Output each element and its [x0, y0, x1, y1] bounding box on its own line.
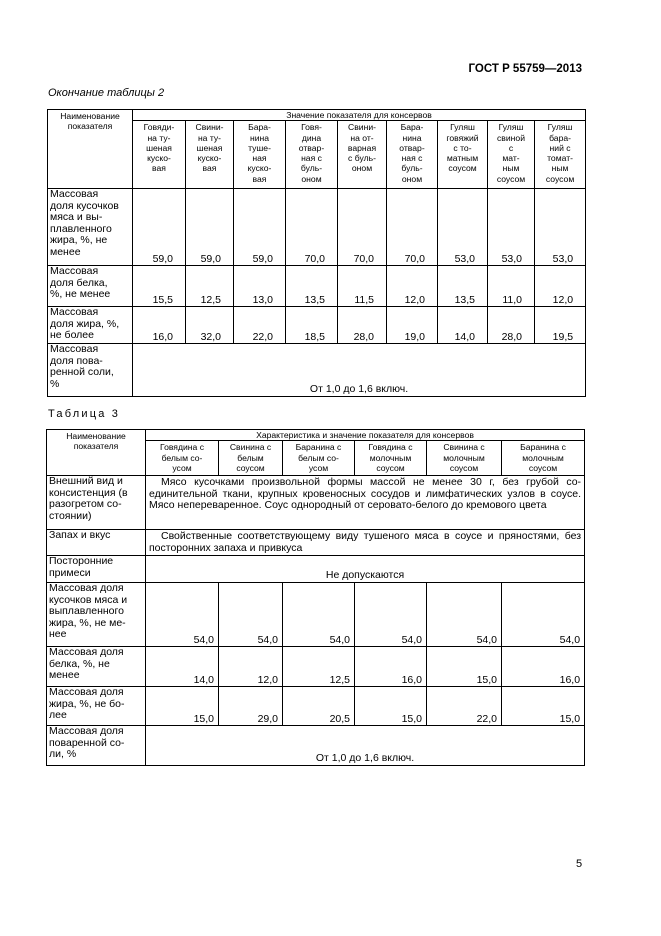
text-line: Массовая доля — [49, 582, 124, 595]
text-line: шеная — [196, 142, 223, 153]
t3-row-text: Не допускаются — [146, 556, 585, 583]
text-line: поваренной со- — [49, 736, 125, 749]
t2-cell-value: 70,0 — [286, 189, 338, 266]
t2-cell-value: 13,5 — [438, 266, 488, 307]
t2-cell-value: 28,0 — [488, 307, 535, 344]
table-row — [48, 189, 586, 266]
text-line: соусом — [528, 462, 558, 473]
text-line: лее — [49, 709, 67, 722]
t2-cell-value: 14,0 — [438, 307, 488, 344]
table-3 — [46, 429, 585, 766]
t3-column-header — [427, 441, 502, 476]
t3-column-header — [219, 441, 283, 476]
text-line: белым — [237, 452, 264, 463]
text-line: Массовая доля — [49, 646, 124, 659]
t2-cell-value: 22,0 — [234, 307, 286, 344]
text-line: туше- — [248, 142, 271, 153]
text-line: доля пова- — [50, 354, 103, 367]
t2-cell-value: 12,0 — [535, 266, 586, 307]
t2-cell-value: 19,0 — [387, 307, 438, 344]
text-line: матным — [446, 153, 479, 164]
t2-column-header — [387, 121, 438, 189]
text-line: соусом — [448, 163, 477, 174]
table-row — [47, 476, 585, 530]
text-line: молочным — [369, 452, 412, 463]
t3-cell-value: 54,0 — [355, 583, 427, 647]
t2-cell-value: 12,5 — [186, 266, 234, 307]
t2-cell-value: 13,0 — [234, 266, 286, 307]
t3-row-label — [47, 687, 146, 726]
text-line: вая — [252, 173, 267, 184]
t3-cell-value: 16,0 — [502, 647, 585, 687]
text-line: вая — [202, 163, 217, 174]
text-line: Свинина с — [443, 442, 485, 453]
text-line: мяса и вы- — [50, 211, 103, 224]
t3-salt-value: От 1,0 до 1,6 включ. — [146, 726, 585, 766]
text-line: доля белка, — [50, 276, 108, 289]
t3-row-label — [47, 530, 146, 556]
t3-salt-label — [47, 726, 146, 766]
t2-cell-value: 53,0 — [488, 189, 535, 266]
text-line: буль- — [401, 163, 423, 174]
text-line: белым со- — [298, 452, 339, 463]
text-line: нина — [402, 132, 422, 143]
text-line: Гуляш — [498, 122, 524, 133]
t2-cell-value: 11,5 — [338, 266, 387, 307]
t2-cell-value: 16,0 — [133, 307, 186, 344]
t2-column-header — [438, 121, 488, 189]
t3-cell-value: 20,5 — [283, 687, 355, 726]
text-line: консистенция (в — [49, 486, 128, 499]
t3-row-text: Свойственные соответствующему виду тушеного мяса в соусе и пряностями, без посторонних запаха и привкуса — [146, 530, 585, 556]
text-line: куско- — [247, 163, 272, 174]
text-line: Гуляш — [450, 122, 475, 133]
text-line: Внешний вид и — [49, 475, 123, 488]
text-line: на ту- — [147, 132, 171, 143]
text-line: Массовая доля — [49, 725, 124, 738]
text-line: кусочков мяса и — [49, 593, 128, 606]
t3-row-text: Мясо кусочками произвольной формы массой не менее 30 г, без грубой соединительной ткани, крупных кровеносных сосудов и лимфатических узлов в соусе. Мясо непереваренное. Соус однородный от серовато-белого до кремового цвета — [146, 476, 585, 530]
t3-cell-value: 15,0 — [427, 647, 502, 687]
t3-name-header: Наименование показателя — [47, 430, 146, 476]
text-line: Массовая — [50, 265, 99, 278]
text-line: ная — [252, 153, 267, 164]
table-row — [48, 307, 586, 344]
text-line: Свинина с — [229, 442, 272, 453]
t2-cell-value: 15,5 — [133, 266, 186, 307]
t2-cell-value: 13,5 — [286, 266, 338, 307]
t3-column-header — [502, 441, 585, 476]
t2-cell-value: 11,0 — [488, 266, 535, 307]
t2-column-header — [186, 121, 234, 189]
t3-row-label — [47, 583, 146, 647]
text-line: Запах и вкус — [49, 529, 111, 542]
text-line: усом — [308, 462, 329, 473]
text-line: Свини- — [195, 122, 224, 133]
text-line: на ту- — [197, 132, 222, 143]
text-line: на от- — [350, 132, 374, 143]
text-line: стоянии) — [49, 509, 92, 522]
t2-cell-value: 18,5 — [286, 307, 338, 344]
t2-cell-value: 32,0 — [186, 307, 234, 344]
t2-column-header — [338, 121, 387, 189]
text-line: ли, % — [49, 748, 77, 761]
text-line: молочным — [443, 452, 485, 463]
text-line: Массовая — [50, 306, 99, 319]
t2-cell-value: 53,0 — [535, 189, 586, 266]
text-line: ная с — [301, 153, 322, 164]
t3-cell-value: 12,0 — [219, 647, 283, 687]
t3-column-header — [355, 441, 427, 476]
t2-cell-value: 70,0 — [338, 189, 387, 266]
text-line: менее — [49, 669, 80, 682]
text-line: соусом — [545, 173, 575, 184]
text-line: буль- — [300, 163, 323, 174]
text-line: Массовая доля — [49, 686, 124, 699]
text-line: Говя- — [301, 122, 322, 133]
text-line: жира, %, не — [50, 234, 108, 247]
table2-caption: Окончание таблицы 2 — [48, 87, 165, 99]
t3-column-header — [146, 441, 219, 476]
text-line: белка, %, не — [49, 657, 110, 670]
text-line: оном — [301, 173, 322, 184]
text-line: с буль- — [348, 153, 376, 164]
text-line: с то- — [453, 142, 472, 153]
text-line: % — [50, 377, 60, 390]
t2-column-header — [234, 121, 286, 189]
text-line: куско- — [197, 153, 222, 164]
text-line: жира, %, не ме- — [49, 616, 126, 629]
table-row — [47, 583, 585, 647]
text-line: не более — [50, 329, 94, 342]
t2-name-header: Наименование показателя — [48, 110, 133, 189]
t2-cell-value: 59,0 — [133, 189, 186, 266]
text-line: ным — [502, 163, 520, 174]
text-line: дина — [301, 132, 322, 143]
t3-cell-value: 54,0 — [502, 583, 585, 647]
t2-column-header — [535, 121, 586, 189]
text-line: Посторонние — [49, 555, 114, 568]
t3-cell-value: 15,0 — [355, 687, 427, 726]
text-line: с — [508, 142, 514, 153]
t2-cell-value: 12,0 — [387, 266, 438, 307]
text-line: доля жира, %, — [50, 317, 120, 330]
text-line: куско- — [147, 153, 171, 164]
t2-column-header — [286, 121, 338, 189]
text-line: разогретом со- — [49, 498, 122, 511]
document-code: ГОСТ Р 55759—2013 — [468, 63, 582, 75]
text-line: мат- — [502, 153, 520, 164]
t3-cell-value: 12,5 — [283, 647, 355, 687]
t2-salt-value: От 1,0 до 1,6 включ. — [133, 344, 586, 397]
t3-cell-value: 29,0 — [219, 687, 283, 726]
text-line: ний с — [549, 142, 571, 153]
text-line: Баранина с — [520, 442, 566, 453]
t3-row-label — [47, 647, 146, 687]
t3-cell-value: 15,0 — [146, 687, 219, 726]
t3-cell-value: 16,0 — [355, 647, 427, 687]
t3-cell-value: 22,0 — [427, 687, 502, 726]
text-line: Бара- — [400, 122, 424, 133]
table-row — [48, 266, 586, 307]
text-line: ным — [551, 163, 569, 174]
text-line: плавленного — [50, 222, 112, 235]
text-line: выплавленного — [49, 605, 124, 618]
t2-column-header — [488, 121, 535, 189]
text-line: бара- — [549, 132, 572, 143]
t3-row-label — [47, 556, 146, 583]
text-line: говяжий — [446, 132, 479, 143]
t3-cell-value: 54,0 — [283, 583, 355, 647]
t2-cell-value: 53,0 — [438, 189, 488, 266]
t3-column-header — [283, 441, 355, 476]
t3-cell-value: 54,0 — [427, 583, 502, 647]
text-line: вая — [152, 163, 166, 174]
table3-caption: Таблица 3 — [48, 408, 121, 420]
text-line: белым со- — [161, 452, 203, 463]
text-line: ная с — [401, 153, 423, 164]
t3-cell-value: 54,0 — [219, 583, 283, 647]
table-row — [47, 530, 585, 556]
table-row — [47, 647, 585, 687]
t2-group-header: Значение показателя для консервов — [133, 110, 586, 121]
t2-salt-label — [48, 344, 133, 397]
text-line: Говядина с — [368, 442, 413, 453]
table-row — [47, 556, 585, 583]
text-line: соусом — [496, 173, 526, 184]
text-line: молочным — [522, 452, 564, 463]
page-number: 5 — [576, 858, 583, 870]
text-line: варная — [347, 142, 377, 153]
text-line: Баранина с — [295, 442, 342, 453]
t3-group-header: Характеристика и значение показателя для консервов — [146, 430, 585, 441]
text-line: свиной — [497, 132, 525, 143]
text-line: соусом — [376, 462, 405, 473]
t2-cell-value: 59,0 — [234, 189, 286, 266]
text-line: Бара- — [248, 122, 271, 133]
text-line: нина — [249, 132, 270, 143]
text-line: Говяди- — [143, 122, 175, 133]
t2-cell-value: 19,5 — [535, 307, 586, 344]
text-line: соусом — [236, 462, 265, 473]
text-line: оном — [401, 173, 423, 184]
t3-row-label — [47, 476, 146, 530]
t3-cell-value: 14,0 — [146, 647, 219, 687]
table-2 — [47, 109, 586, 397]
t2-row-label — [48, 189, 133, 266]
text-line: оном — [351, 163, 373, 174]
text-line: соусом — [449, 462, 479, 473]
text-line: томат- — [547, 153, 574, 164]
t2-row-label — [48, 266, 133, 307]
table-row — [47, 687, 585, 726]
t2-column-header — [133, 121, 186, 189]
text-line: усом — [172, 462, 192, 473]
t2-cell-value: 59,0 — [186, 189, 234, 266]
text-line: менее — [50, 245, 81, 258]
text-line: шеная — [146, 142, 172, 153]
text-line: Массовая — [50, 343, 99, 356]
text-line: %, не менее — [50, 288, 111, 301]
t3-cell-value: 54,0 — [146, 583, 219, 647]
t2-cell-value: 70,0 — [387, 189, 438, 266]
text-line: Свини- — [348, 122, 376, 133]
t3-cell-value: 15,0 — [502, 687, 585, 726]
text-line: отвар- — [399, 142, 425, 153]
text-line: Говядина с — [159, 442, 204, 453]
text-line: нее — [49, 628, 67, 641]
text-line: примеси — [49, 566, 91, 579]
text-line: доля кусочков — [50, 199, 119, 212]
t2-cell-value: 28,0 — [338, 307, 387, 344]
text-line: Гуляш — [547, 122, 573, 133]
text-line: Массовая — [50, 188, 99, 201]
t2-row-label — [48, 307, 133, 344]
text-line: ренной соли, — [50, 366, 114, 379]
text-line: отвар- — [298, 142, 325, 153]
text-line: жира, %, не бо- — [49, 697, 125, 710]
